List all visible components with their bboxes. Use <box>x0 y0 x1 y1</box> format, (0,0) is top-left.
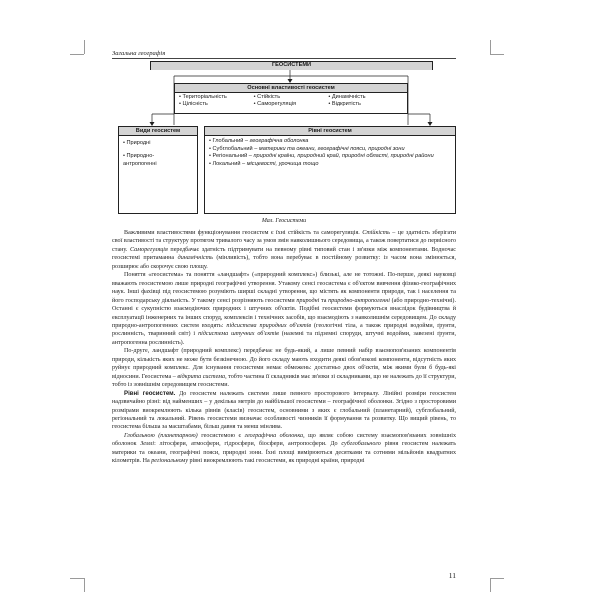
properties-title: Основні властивості геосистем <box>175 84 407 93</box>
type-item: • Природні <box>123 140 151 146</box>
crop-mark <box>490 578 491 592</box>
properties-column <box>328 94 403 108</box>
types-title: Види геосистем <box>119 127 197 136</box>
properties-column <box>179 94 254 108</box>
property-item: • Саморегуляція <box>253 101 297 107</box>
types-box <box>118 126 198 214</box>
property-item: • Відкритість <box>328 101 361 107</box>
page-number: 11 <box>448 571 456 580</box>
paragraph: Важливими властивостями функціонування геосистем є їхні стійкість та саморегуляція. Стійкість – це здатність зберігати свої властивості та структуру протягом тривалого часу за умов змін навколишнього середовища, а також повертатися до первісного стану. Саморегуляція передбачає здатність підтримувати на певному рівні типовий стан і зв'язки між компонентами. Водночас геосистемі притаманна динамічність (мінливість), тобто вона перебуває в постійному розвитку: із часом вона змінюється, розширює або скорочує свою площу. <box>112 230 456 270</box>
running-header: Загальна географія <box>112 50 456 59</box>
paragraph: По-друге, ландшафт (природний комплекс) передбачає не будь-який, а лише певний набір взаємопов'язаних компонентів природи, кількість яких не може бути безкінечною. До його складу мають входити деякі обов'язкові компоненти, відсутність яких руйнує природний комплекс. Для існування геосистеми немає обмежень: достатньо двох об'єктів, між якими були б будь-які відносини. Геосистема – відкрита система, тобто частина її складників має зв'язки зі складниками, що не належать до її структури, тобто із зовнішнім середовищем геосистеми. <box>112 348 456 389</box>
crop-mark <box>70 54 84 55</box>
crop-mark <box>490 40 491 54</box>
property-item: • Динамічність <box>328 94 366 100</box>
paragraph: Поняття «геосистема» та поняття «ландшафт» («природний комплекс») близькі, але не тотожні. По-перше, деякі науковці вважають геосистемою лише природні географічні утворення. Утакому сенсі геосистема є об'єктом вивчення фізико-географічних наук. Інші фахівці під геосистемою розуміють ширші складні утворення, що містять як компоненти природи, так і населення та його господарську діяльність. У такому сенсі розрізняють геосистеми природні та природно-антропогенні (або природно-технічні). Останні є сукупністю взаємодіючих природних і штучних об'єктів. Подібні геосистеми формуються внаслідок будівництва й експлуатації інженерних та інших споруд, комплексів і технічних засобів, що взаємодіють з навколишнім середовищем. До складу природно-антропогенних систем входять: підсистема природних об'єктів (геологічні тіла, а також природні водойми, ґрунти, рослинність, тваринний світ) і підсистема штучних об'єктів (наземні та підземні споруди, штучні водойми, завезені ґрунти, антропогенна рослинність). <box>112 272 457 346</box>
crop-mark <box>84 578 85 592</box>
property-item: • Стійкість <box>253 94 281 100</box>
paragraph: Рівні геосистем. До геосистем належать системи лише певного просторового інтервалу. Лінійні розміри геосистем надзвичайно різні: від найменших – у декілька метрів до найбільшої геосистеми – географічної оболонки. Згідно з просторовими розмірами виокремлюють кілька рівнів (класів) геосистем, основними з яких є глобальний (планетарний), субглобальний, регіональний та локальний. Рівень геосистеми визначає особливості чинників її формування та розвитку. Що вищий рівень, то геосистема більша за масштабами, більш давня та менш мінлива. <box>112 389 456 431</box>
paragraph: Глобальною (планетарною) геосистемою є географічна оболонка, що являє собою систему взаємопов'язаних зовнішніх оболонок Землі: літосфери, атмосфери, гідросфери, біосфери, антропосфери. До субглобального рівня геосистем належать материки та океани, географічні пояси, природні зони. Їхні площі вимірюються десятками та сотнями мільйонів квадратних кілометрів. На регіональному рівні виокремлюють такі геосистеми, як природні країни, природні <box>112 432 457 465</box>
type-item: • Природно-антропогенні <box>123 153 157 167</box>
levels-box <box>204 126 456 214</box>
property-item: • Цілісність <box>179 101 208 107</box>
level-item: • Субглобальний – материки та океани, географічні пояси, природні зони <box>209 145 405 152</box>
crop-mark <box>70 578 84 579</box>
property-item: • Територіальність <box>179 94 227 100</box>
geosystems-title: ГЕОСИСТЕМИ <box>151 62 432 70</box>
body-text <box>112 229 456 466</box>
level-item: • Локальний – місцевості, урочища тощо <box>209 160 319 167</box>
geosystems-box <box>150 61 433 70</box>
levels-title: Рівні геосистем <box>205 127 455 136</box>
crop-mark <box>490 54 504 55</box>
level-item: • Глобальний – географічна оболонка <box>209 138 309 144</box>
textbook-page <box>112 40 456 580</box>
level-item: • Регіональний – природні країни, природний край, природні області, природні райони <box>209 153 434 160</box>
figure-caption: Мал. Геосистеми <box>261 218 307 224</box>
crop-mark <box>84 40 85 54</box>
crop-mark <box>490 578 504 579</box>
section-heading: Рівні геосистем. <box>124 389 176 397</box>
properties-column <box>254 94 329 108</box>
properties-box <box>174 83 408 114</box>
